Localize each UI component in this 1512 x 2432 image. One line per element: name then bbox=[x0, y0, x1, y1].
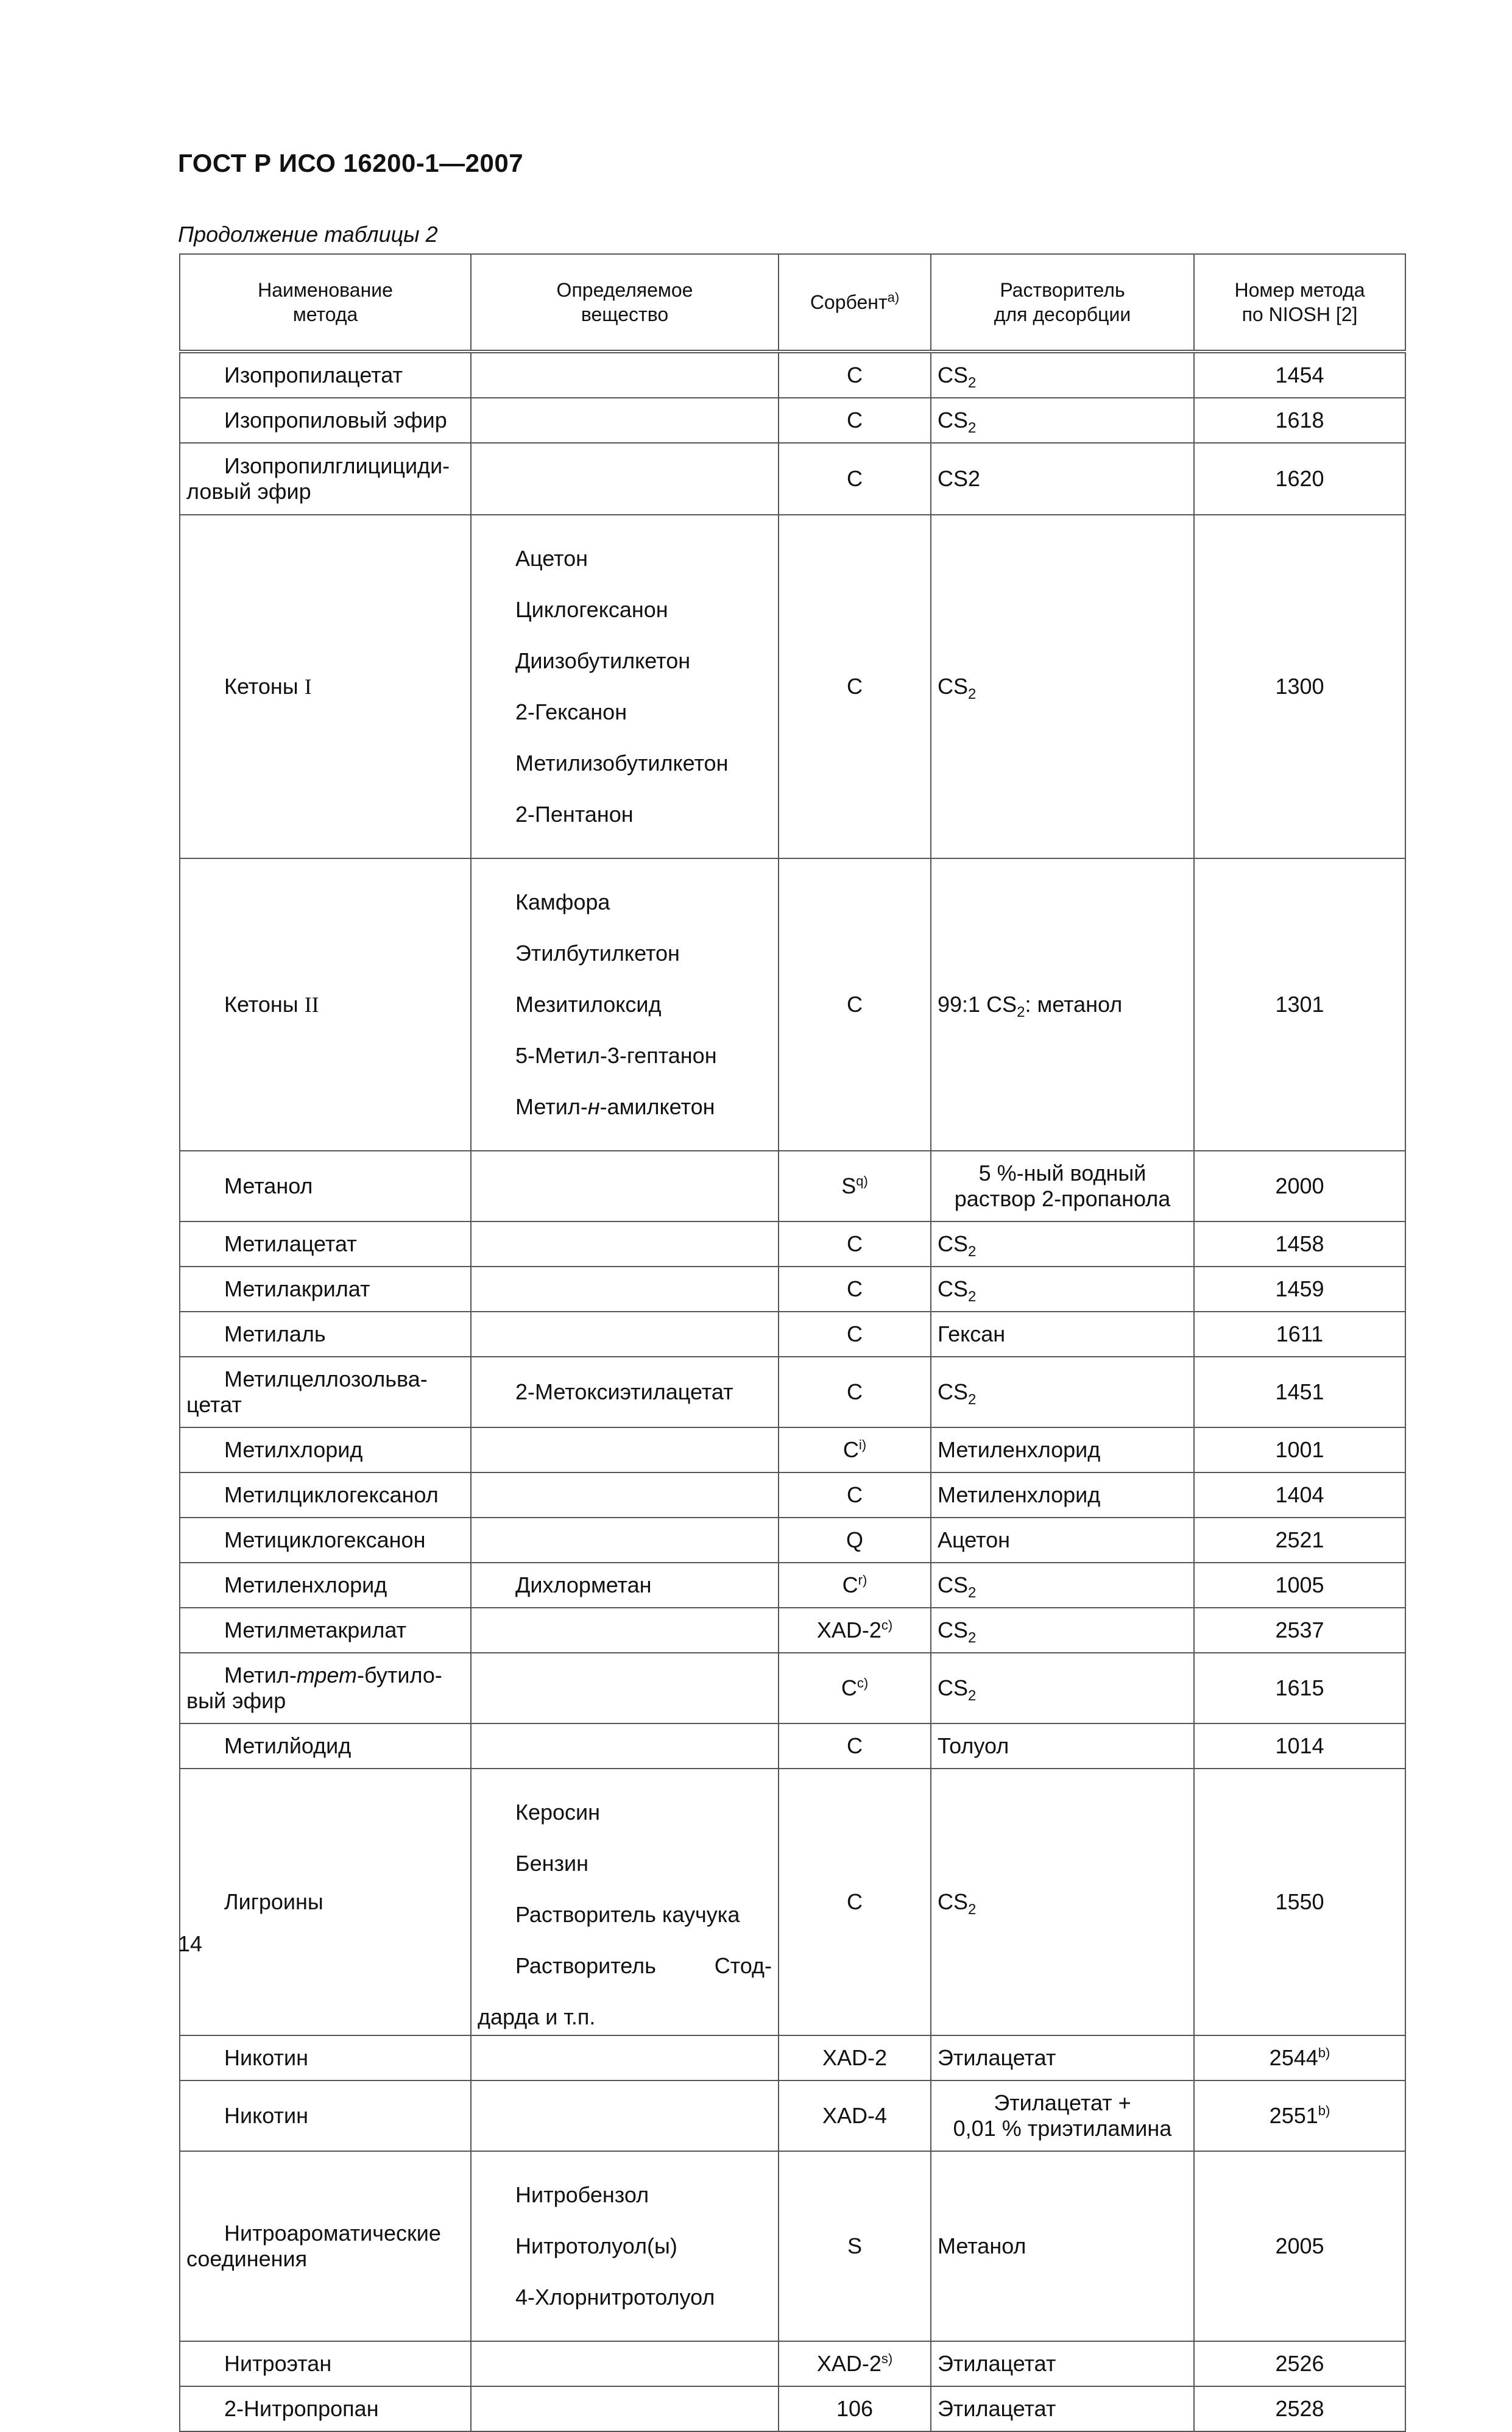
method-name-cell: Метилйодид bbox=[180, 1723, 471, 1769]
page-number: 14 bbox=[178, 1931, 203, 1956]
table-row bbox=[180, 515, 1405, 858]
table-row bbox=[180, 1769, 1405, 2035]
sorbent-cell: C bbox=[779, 1221, 931, 1267]
method-name-cell: Метилцеллозольва- цетат bbox=[180, 1357, 471, 1427]
substance-cell bbox=[471, 1653, 779, 1723]
column-header-substance: Определяемое вещество bbox=[471, 254, 779, 352]
method-name-cell: Метилаль bbox=[180, 1312, 471, 1357]
niosh-number-cell: 2526 bbox=[1194, 2341, 1405, 2386]
niosh-number-cell: 1300 bbox=[1194, 515, 1405, 858]
table-row bbox=[180, 2151, 1405, 2341]
table-row bbox=[180, 1357, 1405, 1427]
solvent-cell: 5 %-ный водный раствор 2-пропанола bbox=[931, 1151, 1194, 1221]
substance-cell bbox=[471, 2035, 779, 2080]
substance-cell bbox=[471, 1151, 779, 1221]
niosh-number-cell: 1550 bbox=[1194, 1769, 1405, 2035]
solvent-cell: $CS_2$ bbox=[931, 1221, 1194, 1267]
niosh-number-cell: 1014 bbox=[1194, 1723, 1405, 1769]
substance-cell bbox=[471, 2080, 779, 2151]
solvent-cell: $CS_2$ bbox=[931, 398, 1194, 443]
sorbent-cell: C bbox=[779, 1472, 931, 1518]
sorbent-cell: 106 bbox=[779, 2386, 931, 2431]
solvent-cell: $CS_2$ bbox=[931, 515, 1194, 858]
niosh-number-cell: 1451 bbox=[1194, 1357, 1405, 1427]
solvent-cell: $CS_2$ bbox=[931, 1357, 1194, 1427]
table-row bbox=[180, 2341, 1405, 2386]
substance-cell bbox=[471, 1267, 779, 1312]
sorbent-cell: C bbox=[779, 352, 931, 398]
method-name-cell: Изопропилглицициди- ловый эфир bbox=[180, 443, 471, 515]
solvent-cell: Толуол bbox=[931, 1723, 1194, 1769]
table-row bbox=[180, 1608, 1405, 1653]
method-name-cell: Лигроины bbox=[180, 1769, 471, 2035]
method-name-cell: Изопропилацетат bbox=[180, 352, 471, 398]
solvent-cell: Ацетон bbox=[931, 1518, 1194, 1563]
solvent-cell: $CS_2$ bbox=[931, 352, 1194, 398]
table-row bbox=[180, 398, 1405, 443]
solvent-cell: Метанол bbox=[931, 2151, 1194, 2341]
solvent-cell: Этилацетат bbox=[931, 2035, 1194, 2080]
table-row bbox=[180, 1221, 1405, 1267]
niosh-number-cell: 1404 bbox=[1194, 1472, 1405, 1518]
table-row bbox=[180, 2035, 1405, 2080]
solvent-cell: Метиленхлорид bbox=[931, 1472, 1194, 1518]
substance-cell bbox=[471, 1608, 779, 1653]
sorbent-cell: XAD-4 bbox=[779, 2080, 931, 2151]
niosh-number-cell: 1454 bbox=[1194, 352, 1405, 398]
substance-cell: 2-Метоксиэтилацетат bbox=[471, 1357, 779, 1427]
substance-cell bbox=[471, 1221, 779, 1267]
substance-cell: Керосин Бензин Растворитель каучука Растворитель Стод- дарда и т.п. bbox=[471, 1769, 779, 2035]
table-caption: Продолжение таблицы 2 bbox=[178, 222, 438, 247]
solvent-cell: 99:1 $CS_2$: метанол bbox=[931, 858, 1194, 1151]
table-row bbox=[180, 443, 1405, 515]
niosh-number-cell: 1458 bbox=[1194, 1221, 1405, 1267]
table-row bbox=[180, 1563, 1405, 1608]
niosh-number-cell: 1615 bbox=[1194, 1653, 1405, 1723]
table-row bbox=[180, 1653, 1405, 1723]
column-header-solvent: Растворитель для десорбции bbox=[931, 254, 1194, 352]
sorbent-cell: XAD-2$^{s)}$ bbox=[779, 2341, 931, 2386]
substance-cell: Ацетон Циклогексанон Диизобутилкетон 2-Гексанон Метилизобутилкетон 2-Пентанон bbox=[471, 515, 779, 858]
method-name-cell: 2-Нитропропан bbox=[180, 2386, 471, 2431]
substance-cell bbox=[471, 1723, 779, 1769]
substance-cell bbox=[471, 1518, 779, 1563]
table-row bbox=[180, 1267, 1405, 1312]
method-name-cell: Никотин bbox=[180, 2035, 471, 2080]
sorbent-cell: C bbox=[779, 1312, 931, 1357]
niosh-number-cell: 1001 bbox=[1194, 1427, 1405, 1472]
sorbent-cell: $C^{c)}$ bbox=[779, 1653, 931, 1723]
table-row bbox=[180, 2080, 1405, 2151]
table-header-row bbox=[180, 254, 1405, 352]
sorbent-cell: C bbox=[779, 1769, 931, 2035]
substance-cell bbox=[471, 1472, 779, 1518]
solvent-cell: $CS_2$ bbox=[931, 1563, 1194, 1608]
solvent-cell: Этилацетат bbox=[931, 2341, 1194, 2386]
method-name-cell: Никотин bbox=[180, 2080, 471, 2151]
method-name-cell: Метилакрилат bbox=[180, 1267, 471, 1312]
table-row bbox=[180, 1518, 1405, 1563]
substance-cell: Дихлорметан bbox=[471, 1563, 779, 1608]
column-header-method: Наименование метода bbox=[180, 254, 471, 352]
solvent-cell: $CS_2$ bbox=[931, 1653, 1194, 1723]
table-row bbox=[180, 1472, 1405, 1518]
substance-cell bbox=[471, 398, 779, 443]
method-name-cell: Метанол bbox=[180, 1151, 471, 1221]
sorbent-cell: C bbox=[779, 443, 931, 515]
sorbent-cell: $C^{i)}$ bbox=[779, 1427, 931, 1472]
table-row bbox=[180, 1723, 1405, 1769]
niosh-number-cell: 1301 bbox=[1194, 858, 1405, 1151]
method-name-cell: Нитроароматические соединения bbox=[180, 2151, 471, 2341]
solvent-cell: Гексан bbox=[931, 1312, 1194, 1357]
method-name-cell: Изопропиловый эфир bbox=[180, 398, 471, 443]
niosh-number-cell: 1611 bbox=[1194, 1312, 1405, 1357]
solvent-cell: $CS_2$ bbox=[931, 1769, 1194, 2035]
niosh-number-cell: 1459 bbox=[1194, 1267, 1405, 1312]
method-name-cell: Метил-трет-бутило- вый эфир bbox=[180, 1653, 471, 1723]
method-name-cell: Метилхлорид bbox=[180, 1427, 471, 1472]
column-header-niosh: Номер метода по NIOSH [2] bbox=[1194, 254, 1405, 352]
method-name-cell: Метилацетат bbox=[180, 1221, 471, 1267]
niosh-number-cell: 1005 bbox=[1194, 1563, 1405, 1608]
substance-cell bbox=[471, 2386, 779, 2431]
method-name-cell: Метилметакрилат bbox=[180, 1608, 471, 1653]
niosh-number-cell: 2521 bbox=[1194, 1518, 1405, 1563]
sorbent-cell: XAD-2$^{c)}$ bbox=[779, 1608, 931, 1653]
sorbent-cell: S bbox=[779, 2151, 931, 2341]
substance-cell: Камфора Этилбутилкетон Мезитилоксид 5-Метил-3-гептанон Метил-н-амилкетон bbox=[471, 858, 779, 1151]
solvent-cell: $CS_2$ bbox=[931, 1267, 1194, 1312]
substance-cell bbox=[471, 1427, 779, 1472]
table-row bbox=[180, 2386, 1405, 2431]
niosh-number-cell: 1618 bbox=[1194, 398, 1405, 443]
table-row bbox=[180, 352, 1405, 398]
sorbent-cell: C bbox=[779, 1723, 931, 1769]
substance-cell bbox=[471, 1312, 779, 1357]
solvent-cell: CS2 bbox=[931, 443, 1194, 515]
substance-cell bbox=[471, 352, 779, 398]
sorbent-cell: C bbox=[779, 398, 931, 443]
niosh-number-cell: 1620 bbox=[1194, 443, 1405, 515]
table-row bbox=[180, 1312, 1405, 1357]
document-title: ГОСТ Р ИСО 16200-1—2007 bbox=[178, 149, 524, 177]
sorbent-cell: C bbox=[779, 1267, 931, 1312]
niosh-number-cell: 2537 bbox=[1194, 1608, 1405, 1653]
substance-cell bbox=[471, 443, 779, 515]
sorbent-cell: XAD-2 bbox=[779, 2035, 931, 2080]
method-name-cell: Метициклогексанон bbox=[180, 1518, 471, 1563]
substance-cell bbox=[471, 2341, 779, 2386]
sorbent-cell: $S^{q)}$ bbox=[779, 1151, 931, 1221]
niosh-number-cell: 2544$^{b)}$ bbox=[1194, 2035, 1405, 2080]
sorbent-cell: $C^{r)}$ bbox=[779, 1563, 931, 1608]
method-name-cell: Нитроэтан bbox=[180, 2341, 471, 2386]
sorbent-methods-table bbox=[179, 253, 1406, 2432]
table-row bbox=[180, 858, 1405, 1151]
table-row bbox=[180, 1151, 1405, 1221]
solvent-cell: Этилацетат + 0,01 % триэтиламина bbox=[931, 2080, 1194, 2151]
table-row bbox=[180, 1427, 1405, 1472]
sorbent-cell: C bbox=[779, 858, 931, 1151]
method-name-cell: Кетоны II bbox=[180, 858, 471, 1151]
sorbent-cell: Q bbox=[779, 1518, 931, 1563]
substance-cell: Нитробензол Нитротолуол(ы) 4-Хлорнитротолуол bbox=[471, 2151, 779, 2341]
sorbent-cell: C bbox=[779, 515, 931, 858]
method-name-cell: Метиленхлорид bbox=[180, 1563, 471, 1608]
column-header-sorbent: Сорбент$^{а)}$ bbox=[779, 254, 931, 352]
niosh-number-cell: 2005 bbox=[1194, 2151, 1405, 2341]
method-name-cell: Метилциклогексанол bbox=[180, 1472, 471, 1518]
solvent-cell: Метиленхлорид bbox=[931, 1427, 1194, 1472]
solvent-cell: $CS_2$ bbox=[931, 1608, 1194, 1653]
niosh-number-cell: 2000 bbox=[1194, 1151, 1405, 1221]
niosh-number-cell: 2551$^{b)}$ bbox=[1194, 2080, 1405, 2151]
method-name-cell: Кетоны I bbox=[180, 515, 471, 858]
solvent-cell: Этилацетат bbox=[931, 2386, 1194, 2431]
niosh-number-cell: 2528 bbox=[1194, 2386, 1405, 2431]
sorbent-cell: C bbox=[779, 1357, 931, 1427]
